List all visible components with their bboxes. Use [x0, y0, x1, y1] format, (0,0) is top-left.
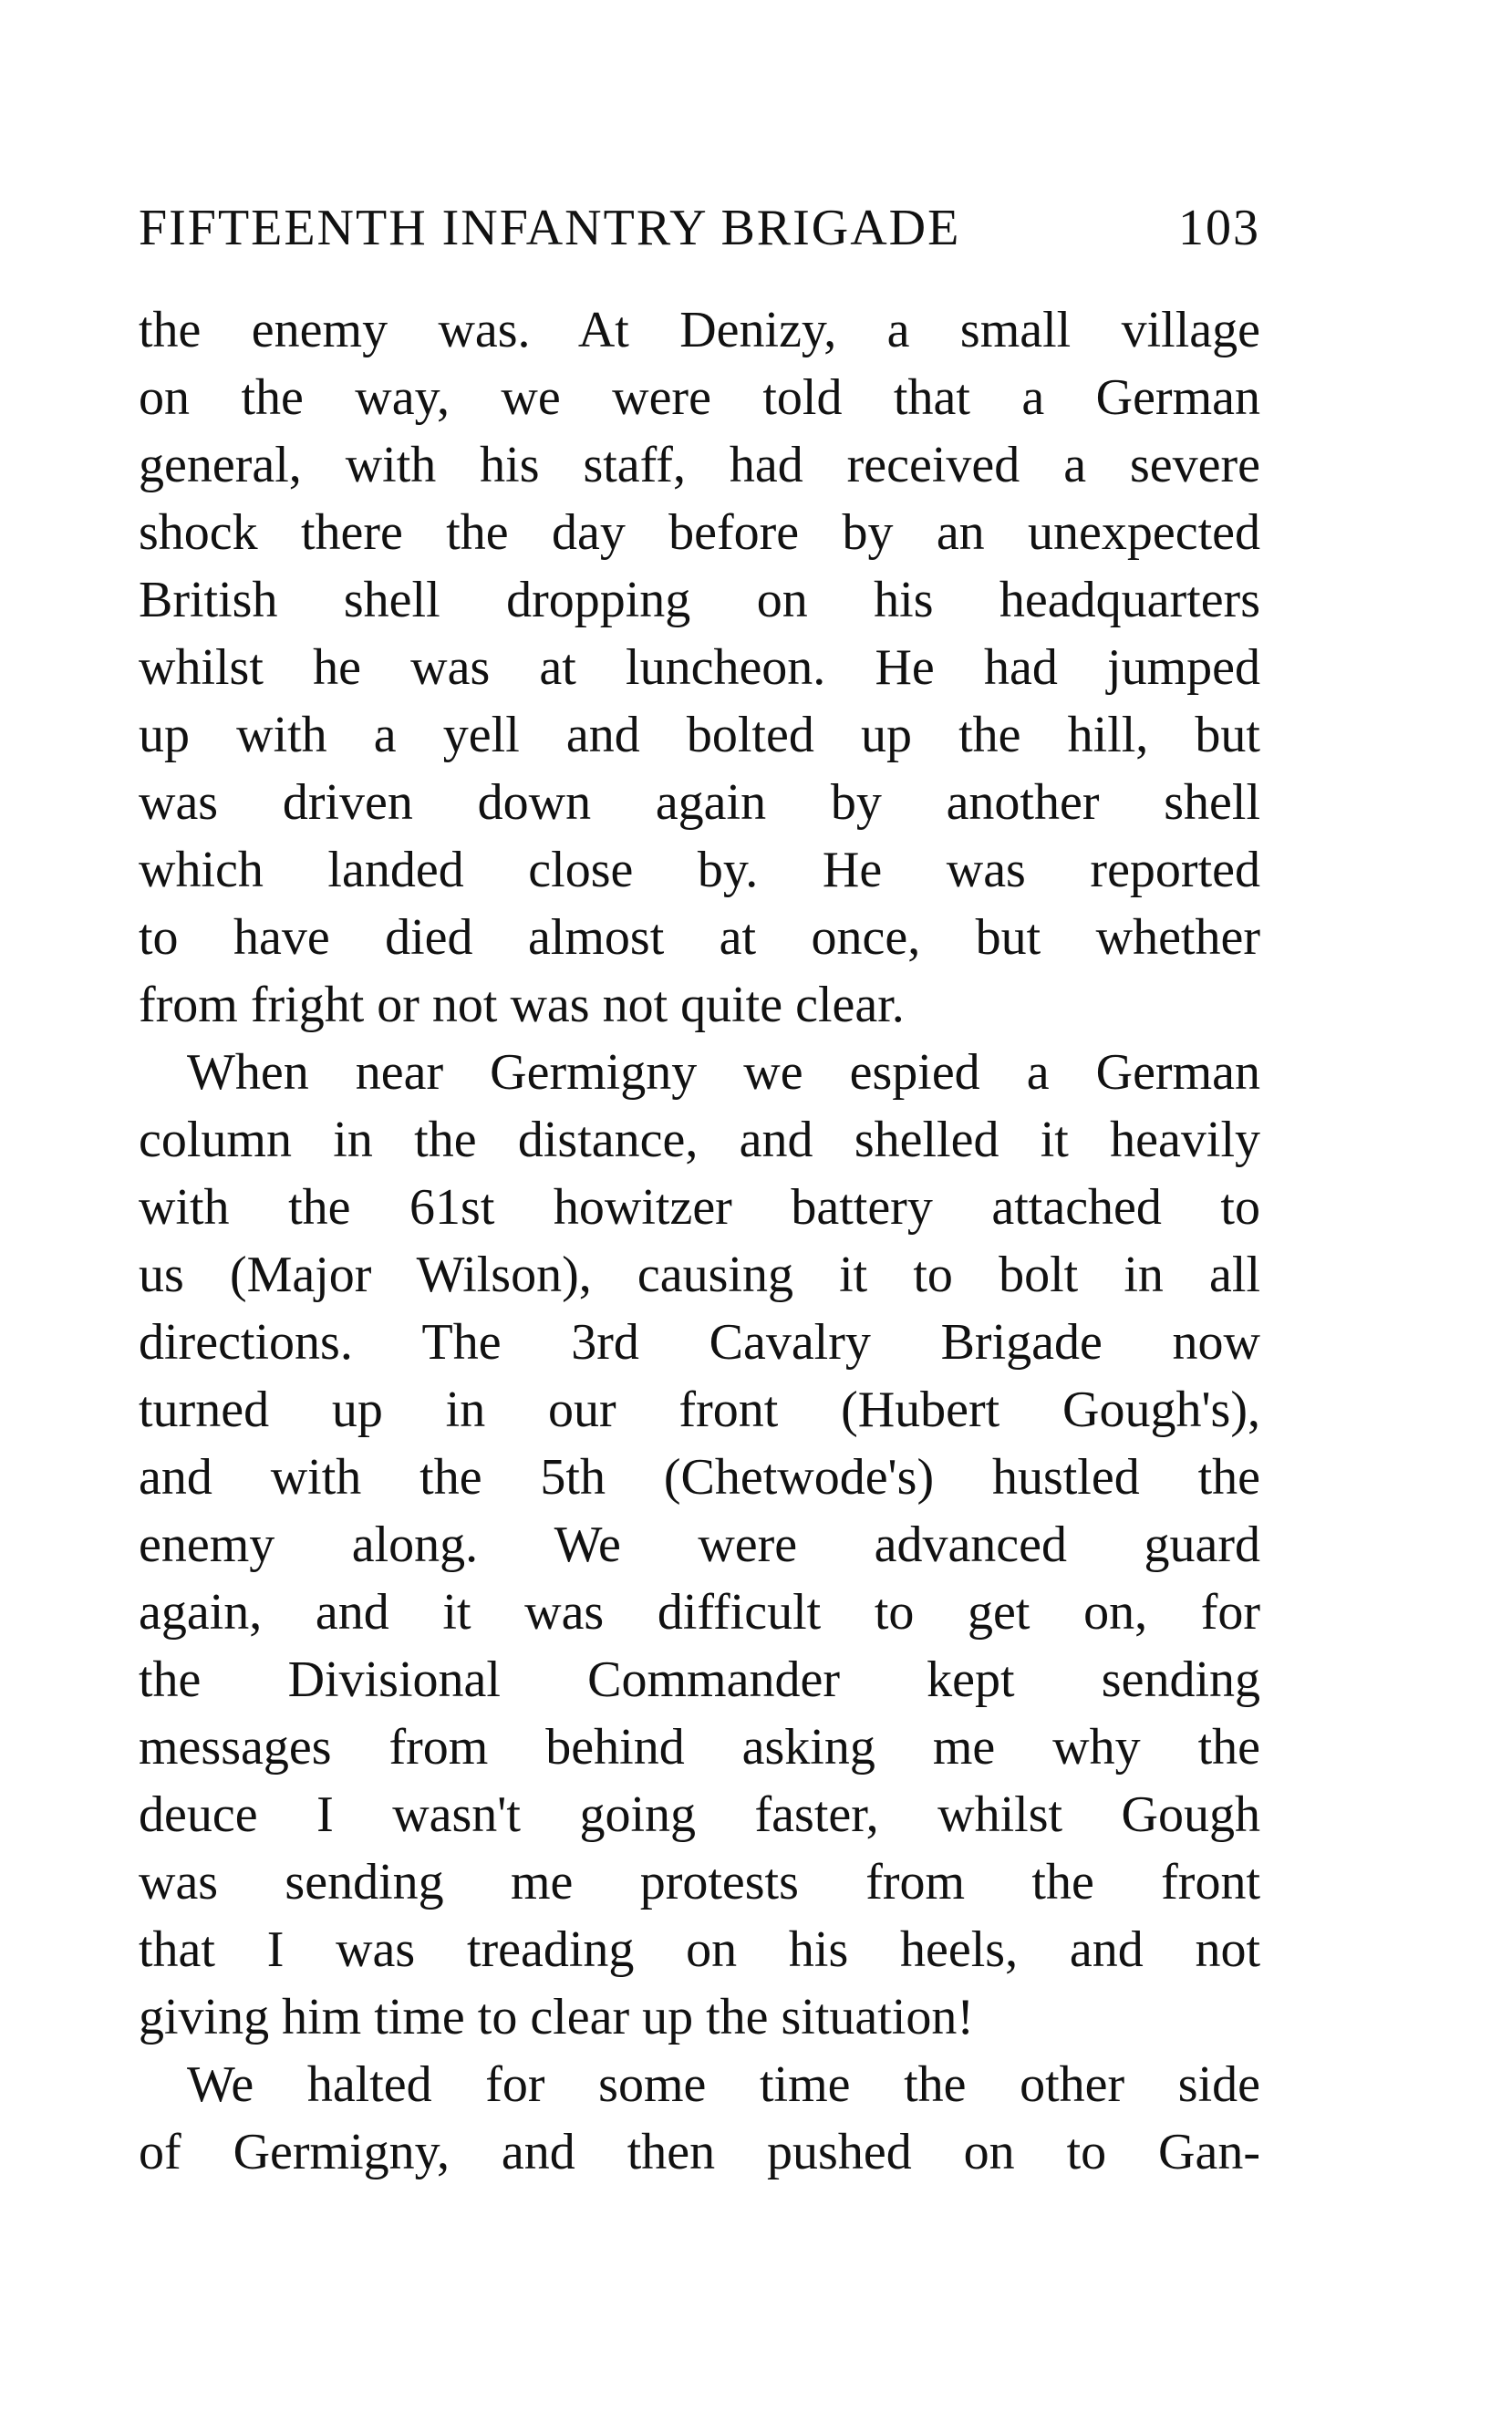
text-line: to have died almost at once, but whether: [139, 909, 1260, 966]
text-line: which landed close by. He was reported: [139, 842, 1260, 898]
running-head-title: FIFTEENTH INFANTRY BRIGADE: [139, 200, 961, 256]
running-head: [139, 199, 1260, 263]
text-line: deuce I wasn't going faster, whilst Gough: [139, 1786, 1260, 1843]
page-number: 103: [1178, 200, 1260, 256]
text-line: whilst he was at luncheon. He had jumped: [139, 639, 1260, 696]
text-line: column in the distance, and shelled it heavily: [139, 1112, 1260, 1168]
text-line: the enemy was. At Denizy, a small village: [139, 302, 1260, 358]
text-line: shock there the day before by an unexpected: [139, 504, 1260, 561]
text-line: enemy along. We were advanced guard: [139, 1517, 1260, 1573]
text-line: us (Major Wilson), causing it to bolt in all: [139, 1247, 1260, 1303]
text-line: directions. The 3rd Cavalry Brigade now: [139, 1314, 1260, 1371]
text-line: was sending me protests from the front: [139, 1854, 1260, 1910]
text-line: When near Germigny we espied a German: [187, 1044, 1260, 1101]
text-line: again, and it was difficult to get on, for: [139, 1584, 1260, 1641]
text-line: with the 61st howitzer battery attached to: [139, 1179, 1260, 1236]
text-line: turned up in our front (Hubert Gough's),: [139, 1382, 1260, 1438]
text-line: on the way, we were told that a German: [139, 369, 1260, 426]
text-line: British shell dropping on his headquarters: [139, 572, 1260, 628]
text-line: and with the 5th (Chetwode's) hustled the: [139, 1449, 1260, 1506]
text-line: We halted for some time the other side: [187, 2056, 1260, 2113]
text-line: up with a yell and bolted up the hill, but: [139, 707, 1260, 763]
text-line: messages from behind asking me why the: [139, 1719, 1260, 1776]
text-line: that I was treading on his heels, and not: [139, 1921, 1260, 1978]
text-line: from fright or not was not quite clear.: [139, 977, 905, 1033]
text-line: was driven down again by another shell: [139, 774, 1260, 831]
text-line: of Germigny, and then pushed on to Gan-: [139, 2124, 1260, 2180]
text-line: giving him time to clear up the situation!: [139, 1989, 975, 2045]
text-line: general, with his staff, had received a severe: [139, 437, 1260, 493]
text-line: the Divisional Commander kept sending: [139, 1651, 1260, 1708]
